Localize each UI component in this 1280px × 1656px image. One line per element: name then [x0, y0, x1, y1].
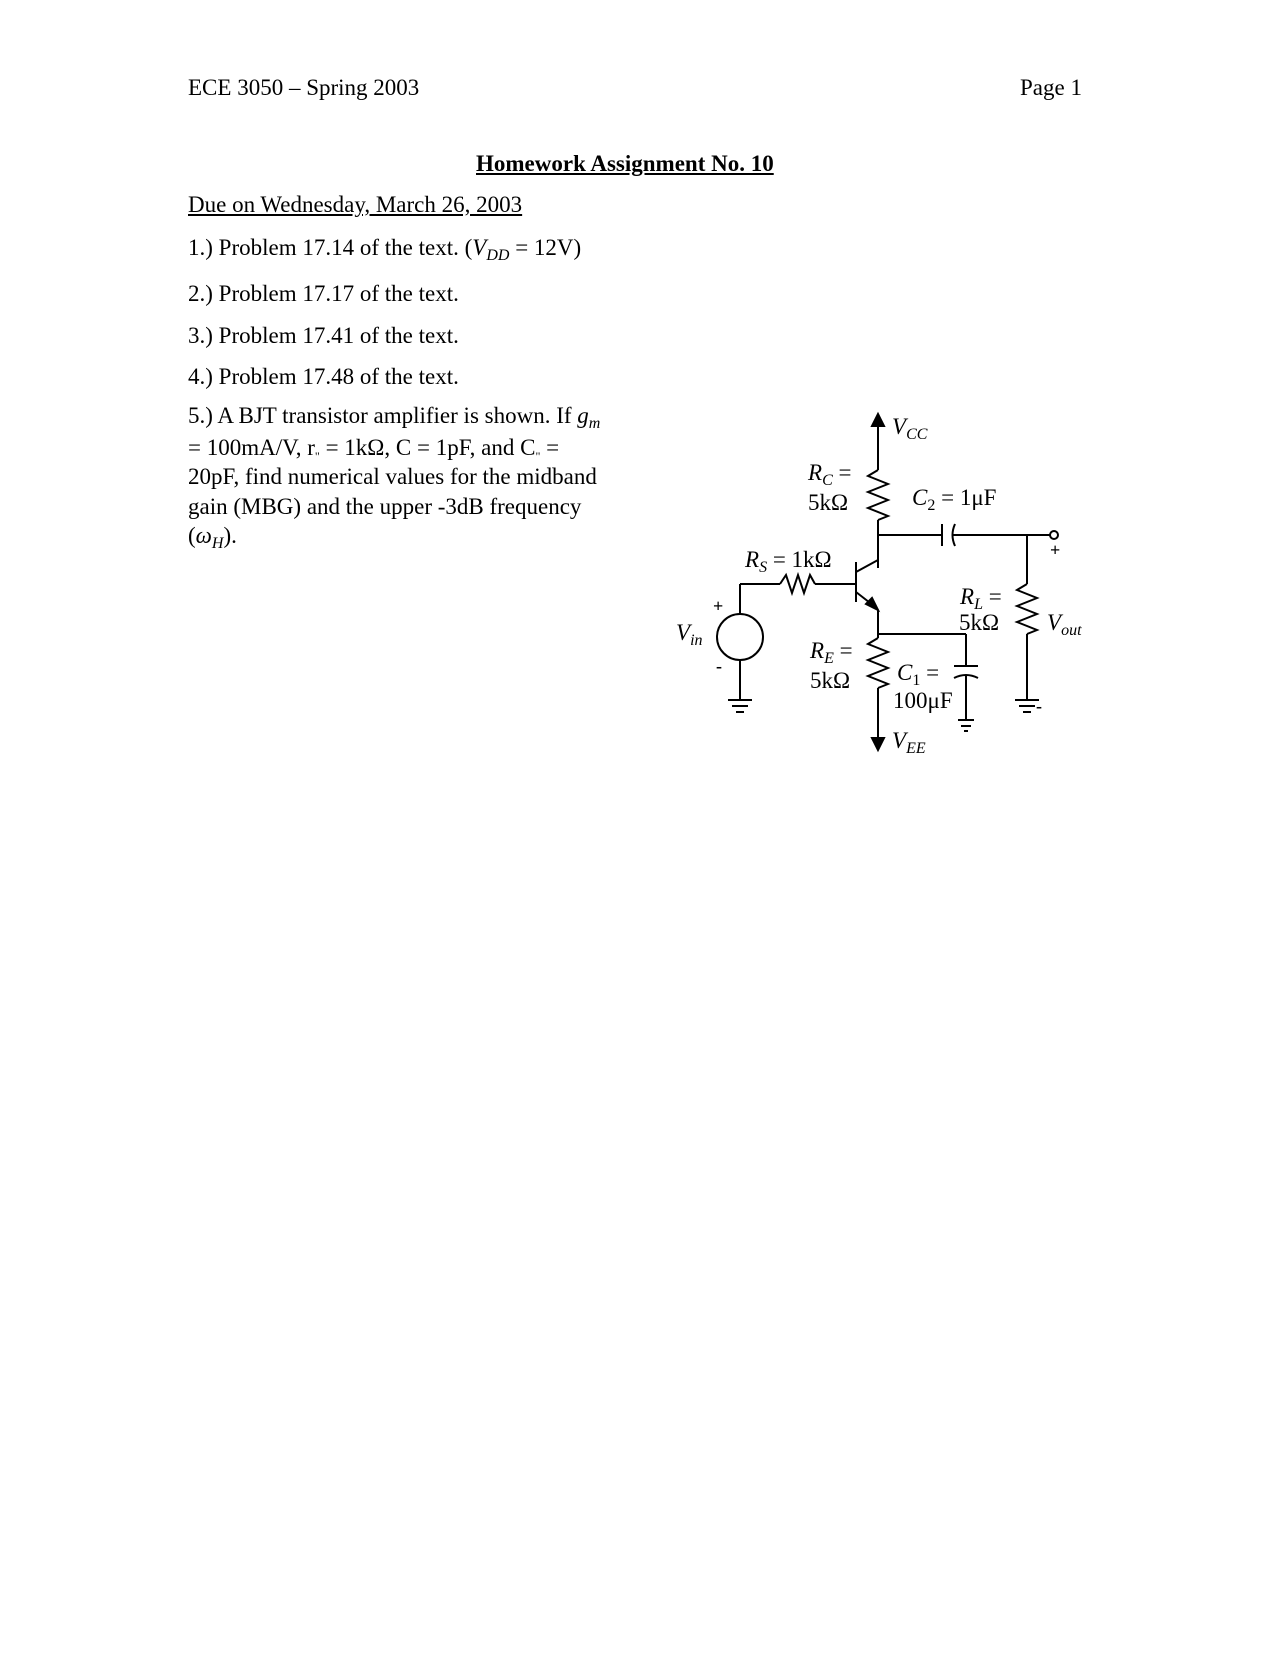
rl-resistor: [1017, 584, 1037, 634]
rs-label: $R_S = 1k\Omega$: [745, 547, 832, 576]
rc-resistor: [868, 470, 888, 520]
vin-source: [717, 614, 763, 660]
page-number: Page 1: [1020, 75, 1082, 100]
rc-value: 5kΩ: [808, 490, 849, 515]
problem-1: 1.) Problem 17.14 of the text. $(V_{DD} = 12V)$: [188, 235, 582, 264]
problem-3: 3.) Problem 17.41 of the text.: [188, 323, 459, 348]
vin-label: $V_{in}$: [676, 620, 703, 649]
re-resistor: [868, 638, 888, 688]
re-label: $R_E$ =: [810, 638, 853, 667]
rl-value: 5kΩ: [959, 610, 1000, 635]
rl-label: $R_L$ =: [960, 584, 1002, 613]
c2-label: $C_2 = 1\mu F$: [912, 485, 997, 514]
assignment-title: Homework Assignment No. 10: [476, 151, 774, 176]
due-date: Due on Wednesday, March 26, 2003: [188, 192, 523, 217]
problem-2: 2.) Problem 17.17 of the text.: [188, 281, 459, 306]
vout-terminal: [1050, 531, 1058, 539]
c1-value: 100μF: [893, 688, 953, 713]
vin-minus: -: [716, 656, 722, 676]
rc-label: $R_C$ =: [808, 460, 852, 489]
vcc-label: $V_{CC}$: [892, 414, 928, 443]
vout-minus: -: [1036, 696, 1042, 716]
re-value: 5kΩ: [810, 668, 851, 693]
problem-5: 5.) A BJT transistor amplifier is shown. If $g_m$ = 100mA/V, $r_" = 1k\Omega$, C = 1pF, and $C_"$ = 20pF, find numerical values for the midband gain (MBG) and the upper -3dB frequency $(\omega_H)$.: [188, 403, 601, 553]
vout-label: $V_{out}$: [1047, 610, 1082, 639]
vee-arrow: [872, 738, 884, 750]
course-header: ECE 3050 – Spring 2003: [188, 75, 420, 100]
vout-plus: +: [1050, 540, 1061, 560]
problem-4: 4.) Problem 17.48 of the text.: [188, 364, 459, 389]
c1-label: $C_1$ =: [897, 660, 940, 689]
vin-plus: +: [713, 596, 724, 616]
rs-resistor: [780, 575, 815, 593]
vee-label: $V_{EE}$: [892, 728, 926, 757]
vcc-arrow: [872, 414, 884, 426]
